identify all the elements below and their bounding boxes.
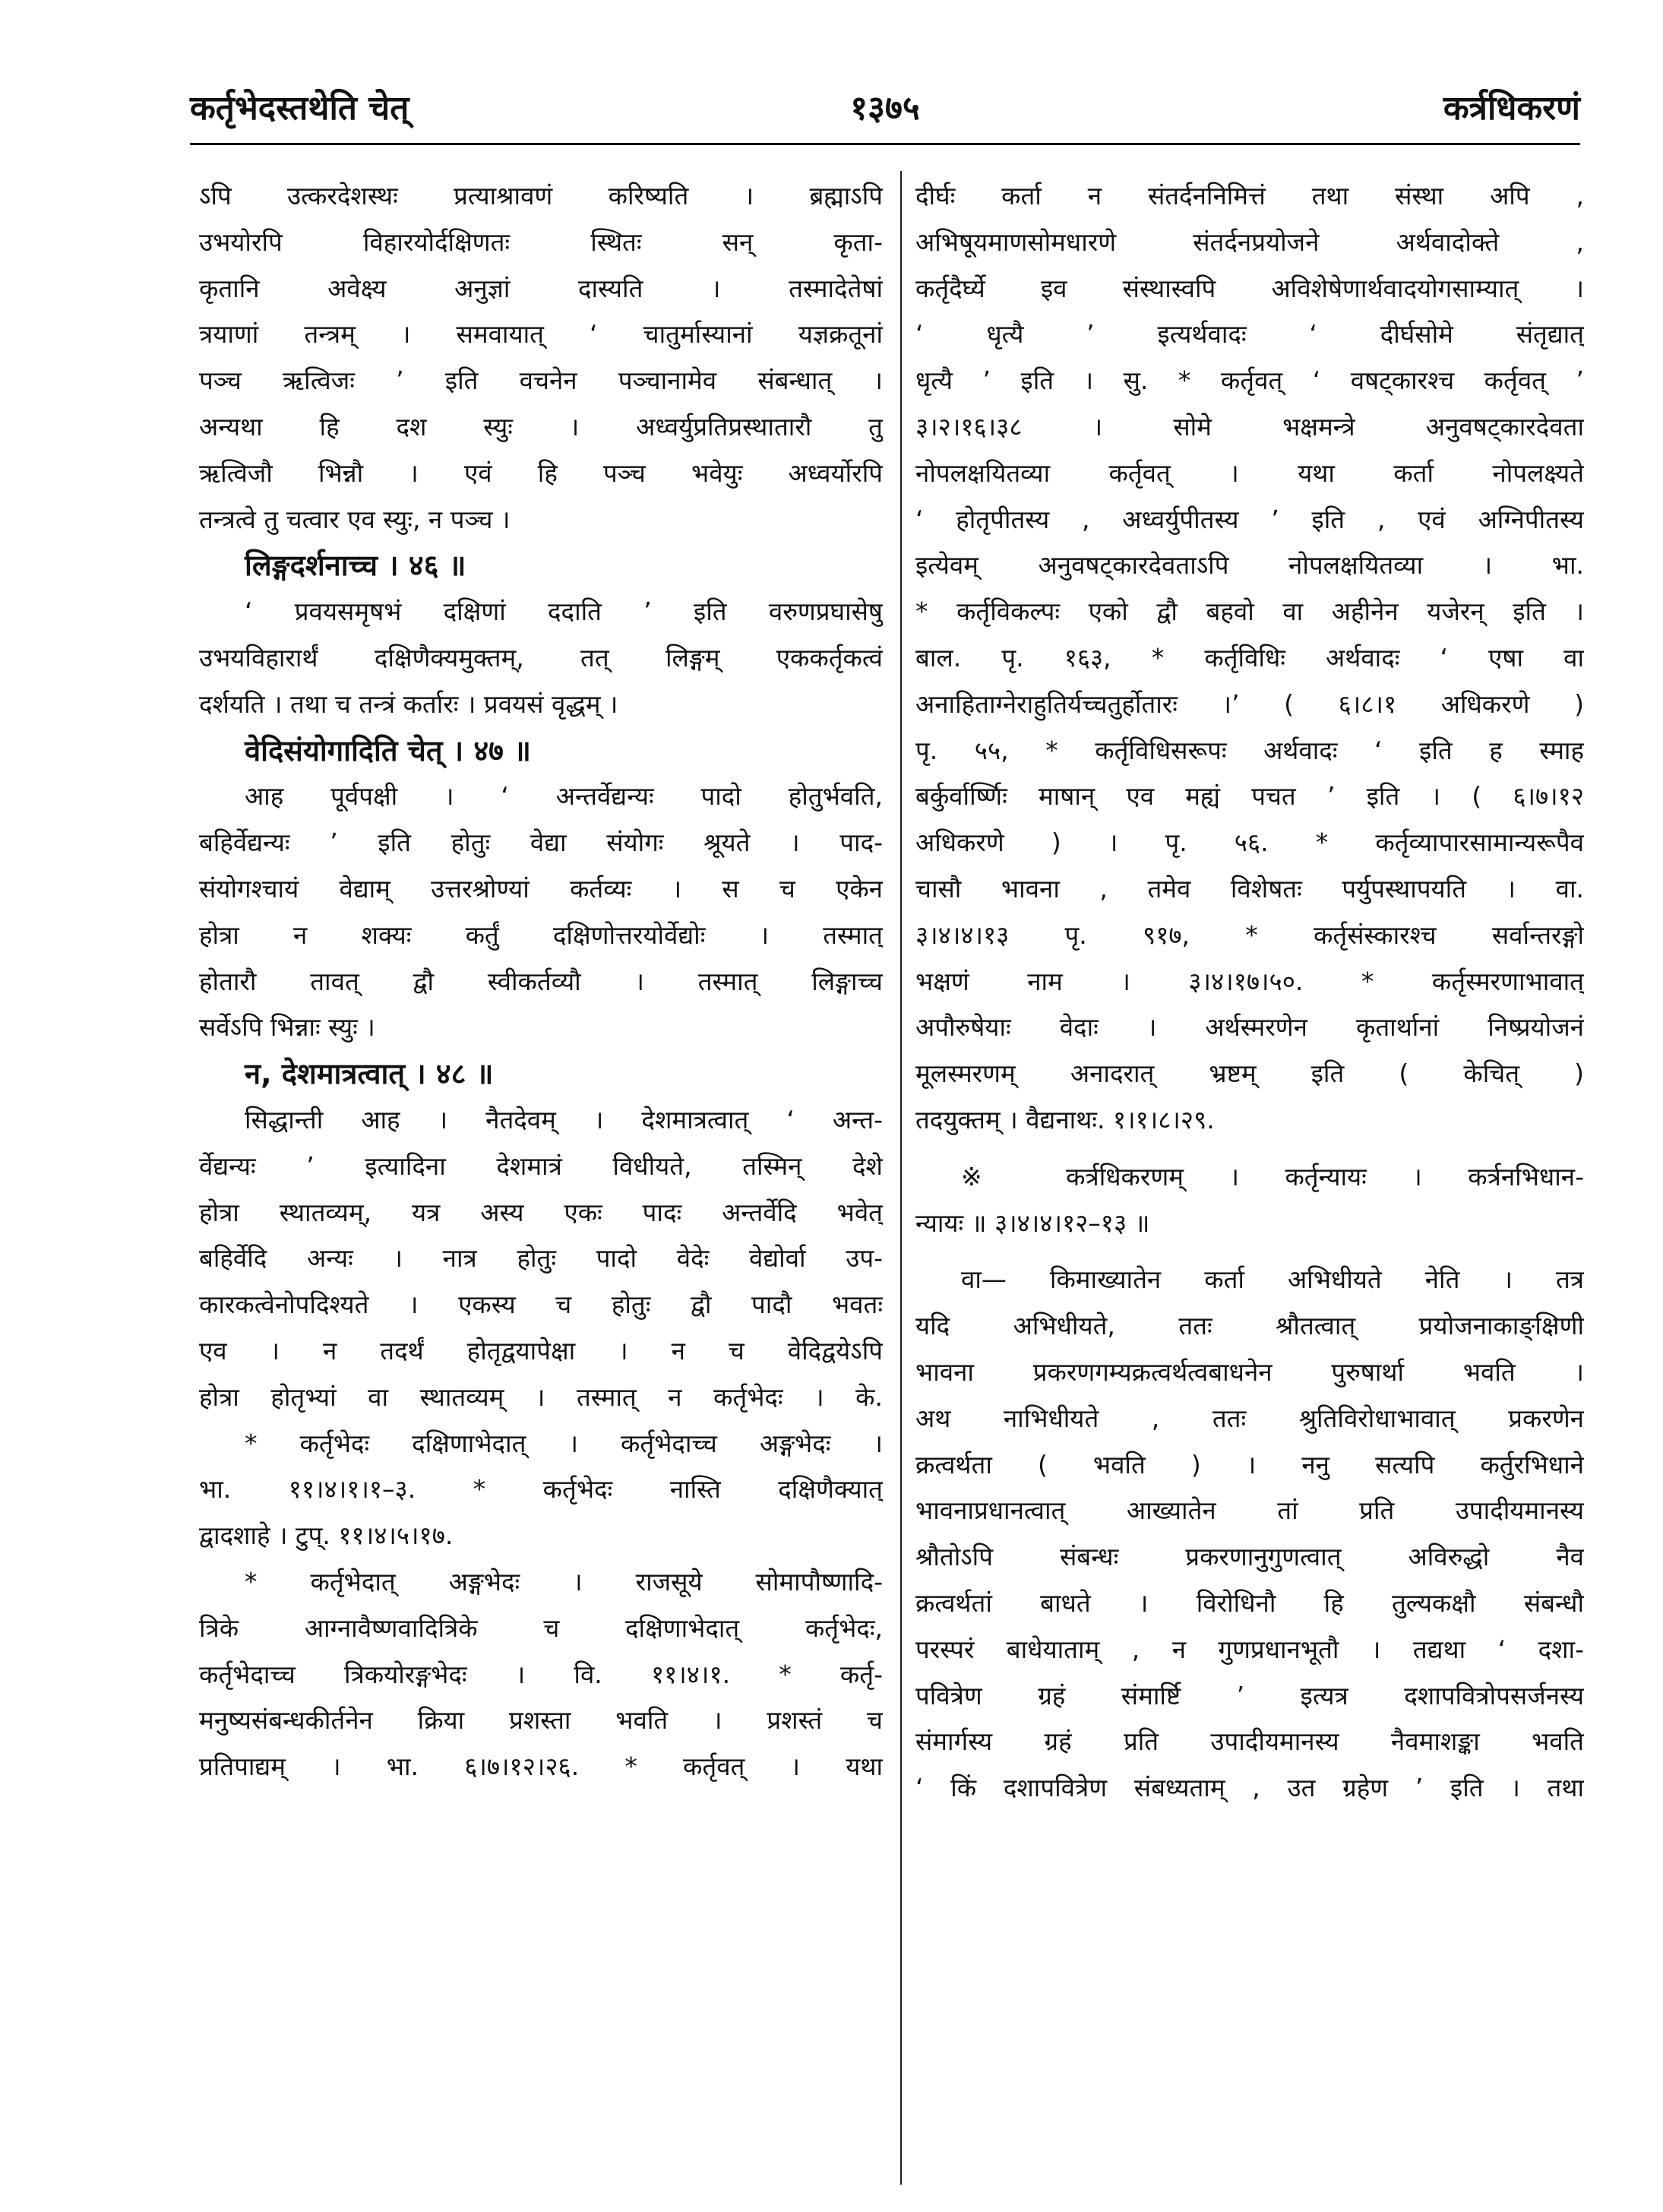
text-line: ‘ धृत्यै ’ इत्यर्थवादः ‘ दीर्घसोमे संतृद्यात् <box>915 319 1584 350</box>
text-line: अनाहिताग्नेराहुतिर्यच्चतुर्होतारः ।’ ( ६।८।१ अधिकरणे ) <box>915 688 1584 719</box>
right-column <box>915 173 1584 2187</box>
text-line: ऽपि उत्करदेशस्थः प्रत्याश्रावणं करिष्यति । ब्रह्माऽपि <box>199 181 883 210</box>
text-line: अन्यथा हि दश स्युः । अध्वर्युप्रतिप्रस्थातारौ तु <box>199 411 883 441</box>
text-line: चासौ भावना , तमेव विशेषतः पर्युपस्थापयति । वा. <box>915 873 1584 903</box>
text-line: इत्येवम् अनुवषट्कारदेवताऽपि नोपलक्षयितव्या । भा. <box>915 550 1584 581</box>
text-line: ३।२।१६।३८ । सोमे भक्षमन्त्रे अनुवषट्कारदेवता <box>915 411 1584 441</box>
text-line: बहिर्वेद्यन्यः ’ इति होतुः वेद्या संयोगः श्रूयते । पाद- <box>199 828 883 858</box>
text-line: * कर्तृभेदात् अङ्गभेदः । राजसूये सोमापौष्णादि- <box>245 1566 883 1597</box>
text-line: होत्रा न शक्यः कर्तुं दक्षिणोत्तरयोर्वेद्योः । तस्मात् <box>199 919 883 950</box>
text-line: यदि अभिधीयते, ततः श्रौतत्वात् प्रयोजनाकाङ्क्षिणी <box>915 1311 1584 1341</box>
section-heading: ※ कर्त्रधिकरणम् । कर्तृन्यायः । कर्त्रनभिधान- <box>961 1161 1584 1191</box>
text-line: सर्वेऽपि भिन्नाः स्युः । <box>199 1012 375 1043</box>
text-line: त्रिके आग्नावैष्णवादित्रिके च दक्षिणाभेदात् कर्तृभेदः, <box>199 1612 883 1643</box>
text-line: परस्परं बाधेयाताम् , न गुणप्रधानभूतौ । तद्यथा ‘ दशा- <box>915 1634 1584 1664</box>
text-line: धृत्यै ’ इति । सु. * कर्तृवत् ‘ वषट्कारश्च कर्तृवत् ’ <box>915 366 1584 396</box>
sutra-heading: न, देशमात्रत्वात् । ४८ ॥ <box>245 1057 494 1091</box>
text-line: एव । न तदर्थं होतृद्वयापेक्षा । न च वेदिद्वयेऽपि <box>199 1335 883 1365</box>
text-line: होतारौ तावत् द्वौ स्वीकर्तव्यौ । तस्मात् लिङ्गाच्च <box>199 966 883 996</box>
text-line: सिद्धान्ती आह । नैतदेवम् । देशमात्रत्वात् ‘ अन्त- <box>245 1104 883 1134</box>
text-line: होत्रा होतृभ्यां वा स्थातव्यम् । तस्मात् न कर्तृभेदः । के. <box>199 1381 883 1412</box>
text-line: बहिर्वेदि अन्यः । नात्र होतुः पादो वेदेः वेद्योर्वा उप- <box>199 1243 883 1274</box>
text-line: र्वेद्यन्यः ’ इत्यादिना देशमात्रं विधीयते, तस्मिन् देशे <box>199 1150 883 1181</box>
text-line: ३।४।४।१३ पृ. ९१७, * कर्तृसंस्कारश्च सर्वान्तरङ्गो <box>915 919 1584 950</box>
text-line: संयोगश्चायं वेद्याम् उत्तरश्रोण्यां कर्तव्यः । स च एकेन <box>199 873 883 903</box>
text-line: आह पूर्वपक्षी । ‘ अन्तर्वेद्यन्यः पादो होतुर्भवति, <box>245 781 883 812</box>
text-line: * कर्तृविकल्पः एको द्वौ बहवो वा अहीनेन यजेरन् इति । <box>915 597 1584 627</box>
text-line: वा— किमाख्यातेन कर्ता अभिधीयते नेति । तत्र <box>961 1264 1584 1295</box>
text-line: पृ. ५५, * कर्तृविधिसरूपः अर्थवादः ‘ इति ह स्माह <box>915 735 1584 765</box>
text-line: कृतानि अवेक्ष्य अनुज्ञां दास्यति । तस्मादेतेषां <box>199 273 883 303</box>
text-line: कर्तृभेदाच्च त्रिकयोरङ्गभेदः । वि. ११।४।१. * कर्तृ- <box>199 1659 883 1689</box>
text-line: प्रतिपाद्यम् । भा. ६।७।१२।२६. * कर्तृवत् । यथा <box>199 1752 883 1782</box>
text-line: अभिषूयमाणसोमधारणे संतर्दनप्रयोजने अर्थवादोक्ते , <box>915 226 1584 257</box>
text-line: होत्रा स्थातव्यम्, यत्र अस्य एकः पादः अन्तर्वेदि भवेत् <box>199 1197 883 1227</box>
text-line: भक्षणं नाम । ३।४।१७।५०. * कर्तृस्मरणाभावात् <box>915 966 1584 996</box>
text-line: न्यायः ॥ ३।४।४।१२–१३ ॥ <box>915 1207 1150 1238</box>
text-line: संमार्गस्य ग्रहं प्रति उपादीयमानस्य नैवमाशङ्का भवति <box>915 1726 1584 1757</box>
text-line: दीर्घः कर्ता न संतर्दननिमित्तं तथा संस्था अपि , <box>915 181 1584 210</box>
text-line: भा. ११।४।१।१–३. * कर्तृभेदः नास्ति दक्षिणैक्यात् <box>199 1474 883 1505</box>
text-line: बाल. पृ. १६३, * कर्तृविधिः अर्थवादः ‘ एषा वा <box>915 642 1584 672</box>
text-line: उभयविहारार्थं दक्षिणैक्यमुक्तम्, तत् लिङ्गम् एककर्तृकत्वं <box>199 642 883 672</box>
text-line: भावना प्रकरणगम्यक्रत्वर्थत्वबाधनेन पुरुषार्था भवति । <box>915 1356 1584 1387</box>
text-line: ‘ होतृपीतस्य , अध्वर्युपीतस्य ’ इति , एवं अग्निपीतस्य <box>915 504 1584 534</box>
text-line: मनुष्यसंबन्धकीर्तनेन क्रिया प्रशस्ता भवति । प्रशस्तं च <box>199 1705 883 1736</box>
text-line: अथ नाभिधीयते , ततः श्रुतिविरोधाभावात् प्रकरणेन <box>915 1403 1584 1433</box>
column-divider <box>900 171 902 2185</box>
running-head-left: कर्तृभेदस्तथेति चेत् <box>190 89 409 128</box>
page-number: १३७५ <box>850 89 920 128</box>
text-line: कारकत्वेनोपदिश्यते । एकस्य च होतुः द्वौ पादौ भवतः <box>199 1290 883 1320</box>
text-line: पञ्च ऋत्विजः ’ इति वचनेन पञ्चानामेव संबन्धात् । <box>199 366 883 396</box>
text-line: क्रत्वर्थता ( भवति ) । ननु सत्यपि कर्तुरभिधाने <box>915 1449 1584 1479</box>
running-head-right: कर्त्रधिकरणं <box>1443 89 1580 128</box>
header-rule <box>190 143 1580 145</box>
text-line: तन्त्रत्वे तु चत्वार एव स्युः, न पञ्च । <box>199 504 511 534</box>
text-line: भावनाप्रधानत्वात् आख्यातेन तां प्रति उपादीयमानस्य <box>915 1495 1584 1526</box>
text-line: ‘ प्रवयसमृषभं दक्षिणां ददाति ’ इति वरुणप्रघासेषु <box>245 597 883 627</box>
text-line: नोपलक्षयितव्या कर्तृवत् । यथा कर्ता नोपलक्ष्यते <box>915 457 1584 488</box>
sutra-heading: लिङ्गदर्शनाच्च । ४६ ॥ <box>245 549 466 583</box>
sutra-heading: वेदिसंयोगादिति चेत् । ४७ ॥ <box>245 733 531 767</box>
text-line: बर्कुर्वार्ष्णिः माषान् एव मह्यं पचत ’ इति । ( ६।७।१२ <box>915 781 1584 812</box>
text-line: तदयुक्तम् । वैद्यनाथः. १।१।८।२९. <box>915 1104 1215 1134</box>
text-line: त्रयाणां तन्त्रम् । समवायात् ‘ चातुर्मास्यानां यज्ञक्रतूनां <box>199 319 883 350</box>
text-line: क्रत्वर्थतां बाधते । विरोधिनौ हि तुल्यकक्षौ संबन्धौ <box>915 1587 1584 1618</box>
text-line: दर्शयति । तथा च तन्त्रं कर्तारः । प्रवयसं वृद्धम् । <box>199 688 618 719</box>
text-line: अपौरुषेयाः वेदाः । अर्थस्मरणेन कृतार्थानां निष्प्रयोजनं <box>915 1012 1584 1043</box>
text-line: ऋत्विजौ भिन्नौ । एवं हि पञ्च भवेयुः अध्वर्योरपि <box>199 457 883 488</box>
text-line: * कर्तृभेदः दक्षिणाभेदात् । कर्तृभेदाच्च अङ्गभेदः । <box>245 1428 883 1458</box>
text-line: उभयोरपि विहारयोर्दक्षिणतः स्थितः सन् कृता- <box>199 226 883 257</box>
text-line: कर्तृदैर्घ्ये इव संस्थास्वपि अविशेषेणार्थवादयोगसाम्यात् । <box>915 273 1584 303</box>
text-line: पवित्रेण ग्रहं संमार्ष्टि ’ इत्यत्र दशापवित्रोपसर्जनस्य <box>915 1680 1584 1710</box>
page-header <box>190 84 1580 137</box>
text-line: मूलस्मरणम् अनादरात् भ्रष्टम् इति ( केचित् ) <box>915 1059 1584 1089</box>
left-column <box>199 173 883 2187</box>
text-line: ‘ किं दशापवित्रेण संबध्यताम् , उत ग्रहेण ’ इति । तथा <box>915 1773 1584 1803</box>
text-line: अधिकरणे ) । पृ. ५६. * कर्तृव्यापारसामान्यरूपैव <box>915 828 1584 858</box>
text-line: द्वादशाहे । टुप्. ११।४।५।१७. <box>199 1521 454 1551</box>
text-line: श्रौतोऽपि संबन्धः प्रकरणानुगुणत्वात् अविरुद्धो नैव <box>915 1542 1584 1572</box>
